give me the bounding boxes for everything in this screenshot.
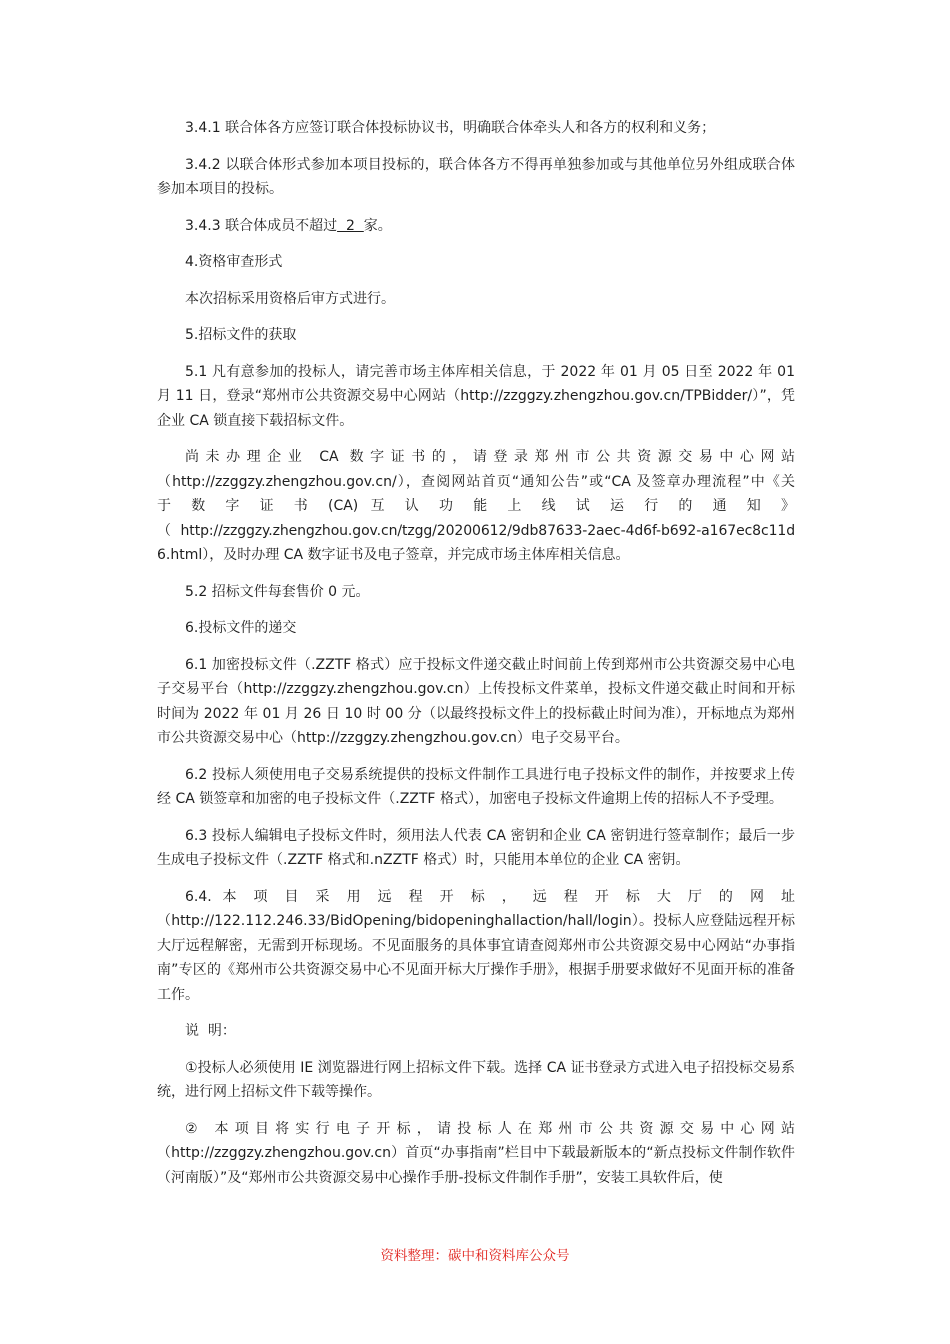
- clause-6-1: 6.1 加密投标文件（.ZZTF 格式）应于投标文件递交截止时间前上传到郑州市公共资源交易中心电子交易平台（http://zzggzy.zhengzhou.gov.cn）上传投标文件菜单，投标文件递交截止时间和开标时间为 2022 年 01 月 26 日 10 时 00 分（以最终投标文件上的投标截止时间为准），开标地点为郑州市公共资源交易中心（http://zzggzy.zhengzhou.gov.cn）电子交易平台。: [157, 656, 795, 746]
- ca-note-line-2: （http://zzggzy.zhengzhou.gov.cn/），查阅网站首页“通知公告”或“CA 及签章办理流程”中《关: [157, 473, 795, 490]
- note-2: [157, 1117, 795, 1191]
- note-2-body: （http://zzggzy.zhengzhou.gov.cn）首页“办事指南”栏目中下载最新版本的“新点投标文件制作软件（河南版）”及“郑州市公共资源交易中心操作手册-投标文件制作手册”，安装工具软件后，使: [157, 1145, 795, 1186]
- notes-title: 说 明：: [185, 1023, 236, 1039]
- clause-3-4-3: [157, 214, 795, 239]
- note-2-line-1: ② 本项目将实行电子开标，请投标人在郑州市公共资源交易中心网站: [185, 1120, 795, 1137]
- document-body: [157, 116, 795, 1202]
- clause-6-4-body: （http://122.112.246.33/BidOpening/bidopeninghallaction/hall/login）。投标人应登陆远程开标大厅远程解密，无需到开标现场。不见面服务的具体事宜请查阅郑州市公共资源交易中心网站“办事指南”专区的《郑州市公共资源交易中心不见面开标大厅操作手册》，根据手册要求做好不见面开标的准备工作。: [157, 913, 795, 1003]
- member-limit-value: 2: [337, 217, 364, 234]
- clause-3-4-3-text: 3.4.3 联合体成员不超过: [185, 217, 338, 234]
- note-1: ①投标人必须使用 IE 浏览器进行网上招标文件下载。选择 CA 证书登录方式进入电子招投标交易系统，进行网上招标文件下载等操作。: [157, 1059, 795, 1100]
- section-4-heading: 4.资格审查形式: [185, 254, 283, 270]
- clause-6-4-line-1: 6.4. 本 项 目 采 用 远 程 开 标 ， 远 程 开 标 大 厅 的 网 址: [185, 888, 795, 905]
- clause-3-4-2: 3.4.2 以联合体形式参加本项目投标的，联合体各方不得再单独参加或与其他单位另外组成联合体参加本项目的投标。: [157, 156, 795, 197]
- clause-6-2: 6.2 投标人须使用电子交易系统提供的投标文件制作工具进行电子投标文件的制作，并按要求上传经 CA 锁签章和加密的电子投标文件（.ZZTF 格式），加密电子投标文件逾期上传的招标人不予受理。: [157, 766, 795, 807]
- clause-5-1-ca-note: [157, 445, 795, 568]
- ca-note-line-1: 尚未办理企业 CA 数字证书的，请登录郑州市公共资源交易中心网站: [185, 449, 795, 465]
- clause-6-3: 6.3 投标人编辑电子投标文件时，须用法人代表 CA 密钥和企业 CA 密钥进行签章制作；最后一步生成电子投标文件（.ZZTF 格式和.nZZTF 格式）时，只能用本单位的企业 CA 密钥。: [157, 827, 795, 868]
- clause-6-4: [157, 885, 795, 1008]
- section-6-heading: 6.投标文件的递交: [185, 620, 297, 636]
- ca-note-line-3: 于 数 字 证 书 (CA) 互 认 功 能 上 线 试 运 行 的 通 知 》: [157, 498, 795, 514]
- footer-source-note: 资料整理：碳中和资料库公众号: [380, 1248, 570, 1264]
- clause-5-1: 5.1 凡有意参加的投标人，请完善市场主体库相关信息，于 2022 年 01 月 05 日至 2022 年 01 月 11 日，登录“郑州市公共资源交易中心网站（http://zzggzy.zhengzhou.gov.cn/TPBidder/）”，凭企业 CA 锁直接下载招标文件。: [157, 363, 795, 429]
- clause-3-4-3-suffix: 家。: [363, 217, 392, 234]
- ca-note-line-5: 6.html），及时办理 CA 数字证书及电子签章，并完成市场主体库相关信息。: [157, 547, 630, 563]
- clause-5-2: 5.2 招标文件每套售价 0 元。: [185, 583, 370, 600]
- clause-3-4-1: 3.4.1 联合体各方应签订联合体投标协议书，明确联合体牵头人和各方的权利和义务；: [185, 120, 716, 136]
- section-4-text: 本次招标采用资格后审方式进行。: [185, 290, 395, 307]
- ca-note-line-4: （ http://zzggzy.zhengzhou.gov.cn/tzgg/20200612/9db87633-2aec-4d6f-b692-a167ec8c11d: [157, 522, 795, 539]
- section-5-heading: 5.招标文件的获取: [185, 327, 297, 343]
